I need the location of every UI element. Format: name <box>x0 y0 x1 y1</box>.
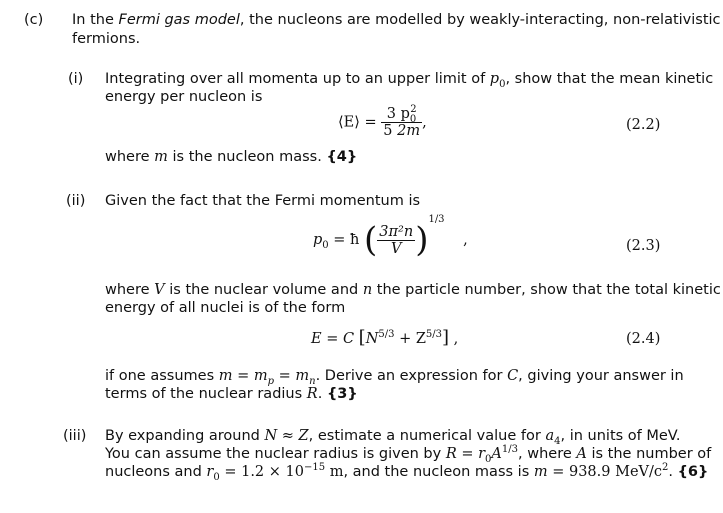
equation-2-4: E = C $[N^{5/3} + Z^{5/3}]$ , <box>311 327 459 348</box>
marks-badge: {6} <box>677 464 709 480</box>
part-i-label: (i) <box>68 71 84 87</box>
part-i-line2: energy per nucleon is <box>105 89 263 105</box>
part-ii-line3: energy of all nuclei is of the form <box>105 300 346 316</box>
part-iii-line3: nucleons and $r_0 = 1.2 \times 10^{-15}$ m, and the nucleon mass is m = 938.9 MeV/$c^2$. {6} <box>105 462 709 483</box>
part-ii-line5: terms of the nuclear radius R. {3} <box>105 386 358 402</box>
part-c-label: (c) <box>24 12 44 28</box>
part-iii-line2: You can assume the nuclear radius is given by $R = r_0A^{1/3}$, where A is the number of <box>105 444 712 465</box>
equation-2-2: ⟨E⟩ = $\frac{3 p_0^2}{5 2m}$ , <box>338 104 427 139</box>
part-ii-label: (ii) <box>66 193 86 209</box>
equation-number-2-2: (2.2) <box>626 117 661 133</box>
part-ii-line4: if one assumes $m = m_p = m_n$. Derive an expression for C, giving your answer in <box>105 368 684 387</box>
marks-badge: {4} <box>326 149 358 165</box>
part-iii-line1: By expanding around N ≈ Z, estimate a numerical value for $a_4$, in units of MeV. <box>105 428 681 447</box>
part-ii-line2: where V is the nuclear volume and n the particle number, show that the total kinetic <box>105 282 721 298</box>
equation-2-3: $p_0$ = ħ ( $\frac{\text{3π²n}}{V}$ )$^{1/3}$ , <box>313 214 468 260</box>
part-i-where: where m is the nucleon mass. {4} <box>105 149 358 165</box>
part-ii-line1: Given the fact that the Fermi momentum is <box>105 193 421 209</box>
part-iii-label: (iii) <box>63 428 87 444</box>
equation-number-2-4: (2.4) <box>626 331 661 347</box>
part-c-line2: fermions. <box>72 31 141 47</box>
part-i-line1: Integrating over all momenta up to an upper limit of $p_0$, show that the mean kinetic <box>105 71 714 90</box>
marks-badge: {3} <box>326 386 358 402</box>
part-c-line1: In the Fermi gas model, the nucleons are modelled by weakly-interacting, non-relativistic <box>72 12 721 28</box>
equation-number-2-3: (2.3) <box>626 238 661 254</box>
